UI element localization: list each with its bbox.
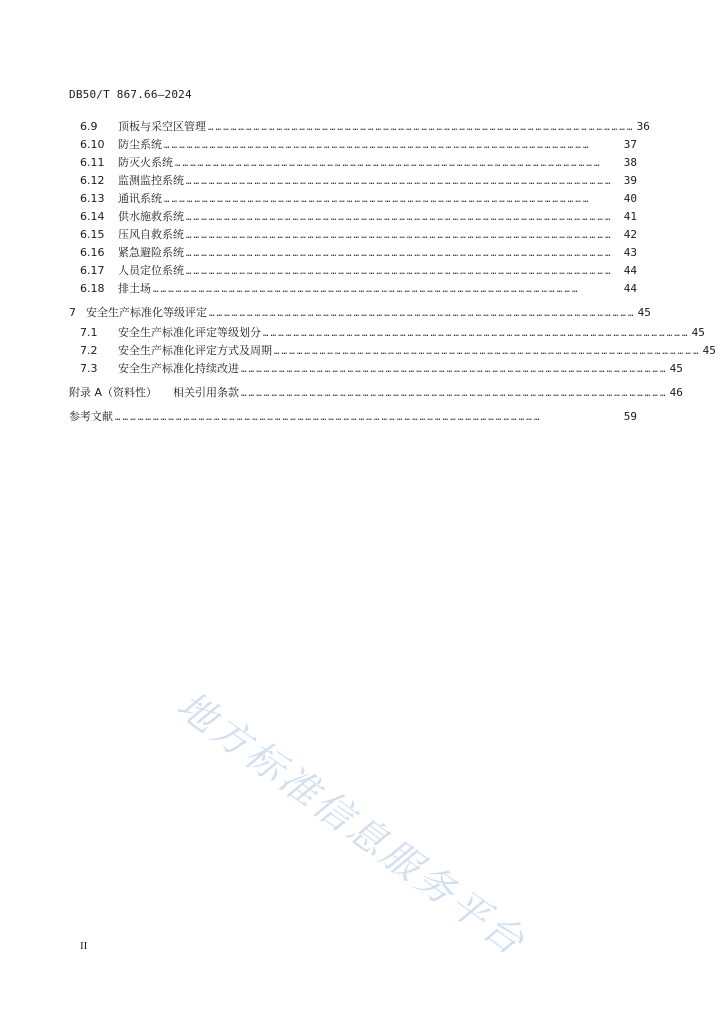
toc-entry-title: 通讯系统 bbox=[118, 192, 162, 205]
toc-leader-dots: …………………………………………………………………………………………………………………………………………………… bbox=[186, 231, 613, 241]
toc-entry-page: 39 bbox=[623, 174, 637, 187]
toc-leader-dots: …………………………………………………………………………………………………………………………………………………… bbox=[241, 365, 668, 375]
toc-leader-dots: …………………………………………………………………………………………………………………………………………………… bbox=[274, 347, 701, 357]
toc-entry-title: 安全生产标准化等级评定 bbox=[86, 306, 207, 319]
toc-entry-title: 防尘系统 bbox=[118, 138, 162, 151]
toc-leader-dots: …………………………………………………………………………………………………………………………………………………… bbox=[186, 267, 613, 277]
toc-entry-page: 43 bbox=[623, 246, 637, 259]
toc-entry[interactable] bbox=[80, 263, 637, 279]
page-number: II bbox=[80, 940, 88, 952]
toc-entry-title: 人员定位系统 bbox=[118, 264, 184, 277]
toc-entry-appendix[interactable] bbox=[69, 385, 683, 401]
toc-entry-number: 6.16 bbox=[80, 246, 105, 259]
toc-leader-dots: …………………………………………………………………………………………………………………………………………………… bbox=[186, 213, 613, 223]
toc-entry-title: 排土场 bbox=[118, 282, 151, 295]
toc-leader-dots: …………………………………………………………………………………………………………………………………………………… bbox=[186, 249, 613, 259]
toc-leader-dots: …………………………………………………………………………………………………………………………………………………… bbox=[175, 159, 602, 169]
toc-entry-page: 45 bbox=[669, 362, 683, 375]
document-code: DB50/T 867.66—2024 bbox=[69, 88, 192, 101]
toc-entry-page: 44 bbox=[623, 282, 637, 295]
toc-entry-number: 7 bbox=[69, 306, 76, 319]
toc-entry[interactable] bbox=[80, 361, 683, 377]
toc-entry-page: 41 bbox=[623, 210, 637, 223]
toc-entry-title: 安全生产标准化评定等级划分 bbox=[118, 326, 261, 339]
toc-entry-page: 59 bbox=[623, 410, 637, 423]
toc-entry[interactable] bbox=[80, 281, 637, 297]
toc-leader-dots: …………………………………………………………………………………………………………………………………………………… bbox=[186, 177, 613, 187]
toc-leader-dots: …………………………………………………………………………………………………………………………………………………… bbox=[164, 141, 591, 151]
toc-entry[interactable] bbox=[80, 245, 637, 261]
toc-entry-number: 7.1 bbox=[80, 326, 98, 339]
toc-entry-title: 参考文献 bbox=[69, 410, 113, 423]
toc-entry-number: 7.3 bbox=[80, 362, 98, 375]
toc-entry-number: 6.14 bbox=[80, 210, 105, 223]
toc-leader-dots: …………………………………………………………………………………………………………………………………………………… bbox=[209, 309, 636, 319]
toc-entry-number: 6.9 bbox=[80, 120, 98, 133]
toc-leader-dots: …………………………………………………………………………………………………………………………………………………… bbox=[115, 413, 542, 423]
toc-entry-page: 38 bbox=[623, 156, 637, 169]
toc-entry[interactable] bbox=[80, 209, 637, 225]
toc-entry-title: 安全生产标准化持续改进 bbox=[118, 362, 239, 375]
toc-entry-page: 45 bbox=[702, 344, 716, 357]
toc-leader-dots: …………………………………………………………………………………………………………………………………………………… bbox=[164, 195, 591, 205]
toc-entry-title: 压风自救系统 bbox=[118, 228, 184, 241]
toc-entry-page: 45 bbox=[691, 326, 705, 339]
toc-entry-number: 6.17 bbox=[80, 264, 105, 277]
toc-entry-page: 37 bbox=[623, 138, 637, 151]
toc-entry-page: 36 bbox=[636, 120, 650, 133]
toc-entry[interactable] bbox=[80, 325, 705, 341]
toc-entry-number: 6.10 bbox=[80, 138, 105, 151]
watermark: 地方标准信息服务平台 bbox=[169, 682, 535, 966]
toc-entry-number: 6.13 bbox=[80, 192, 105, 205]
toc-entry-number: 6.12 bbox=[80, 174, 105, 187]
toc-entry[interactable] bbox=[80, 343, 716, 359]
toc-entry-page: 45 bbox=[637, 306, 651, 319]
toc-entry[interactable] bbox=[80, 191, 637, 207]
toc-leader-dots: …………………………………………………………………………………………………………………………………………………… bbox=[263, 329, 690, 339]
toc-entry-title: 紧急避险系统 bbox=[118, 246, 184, 259]
toc-entry-title: 防灭火系统 bbox=[118, 156, 173, 169]
toc-entry-title: 顶板与采空区管理 bbox=[118, 120, 206, 133]
toc-entry-number: 7.2 bbox=[80, 344, 98, 357]
toc-entry[interactable] bbox=[80, 155, 637, 171]
toc-entry-number: 6.11 bbox=[80, 156, 105, 169]
toc-entry-chapter[interactable] bbox=[69, 305, 651, 321]
toc-entry[interactable] bbox=[80, 119, 650, 135]
toc-entry[interactable] bbox=[80, 227, 637, 243]
toc-entry-page: 42 bbox=[623, 228, 637, 241]
toc-entry[interactable] bbox=[80, 137, 637, 153]
toc-entry-title: 监测监控系统 bbox=[118, 174, 184, 187]
toc-entry-number: 6.15 bbox=[80, 228, 105, 241]
toc-entry-references[interactable] bbox=[69, 409, 637, 425]
toc-entry-page: 44 bbox=[623, 264, 637, 277]
toc-entry-page: 40 bbox=[623, 192, 637, 205]
toc-entry-title: 相关引用条款 bbox=[173, 386, 240, 399]
toc-entry-appendix-label: 附录 A（资料性） bbox=[69, 386, 158, 399]
toc-entry-number: 6.18 bbox=[80, 282, 105, 295]
toc-entry-title: 安全生产标准化评定方式及周期 bbox=[118, 344, 272, 357]
toc-leader-dots: …………………………………………………………………………………………………………………………………………………… bbox=[153, 285, 580, 295]
toc-entry[interactable] bbox=[80, 173, 637, 189]
toc-leader-dots: …………………………………………………………………………………………………………………………………………………… bbox=[241, 389, 668, 399]
toc-entry-page: 46 bbox=[669, 386, 683, 399]
toc-leader-dots: …………………………………………………………………………………………………………………………………………………… bbox=[208, 123, 635, 133]
toc-entry-title: 供水施救系统 bbox=[118, 210, 184, 223]
